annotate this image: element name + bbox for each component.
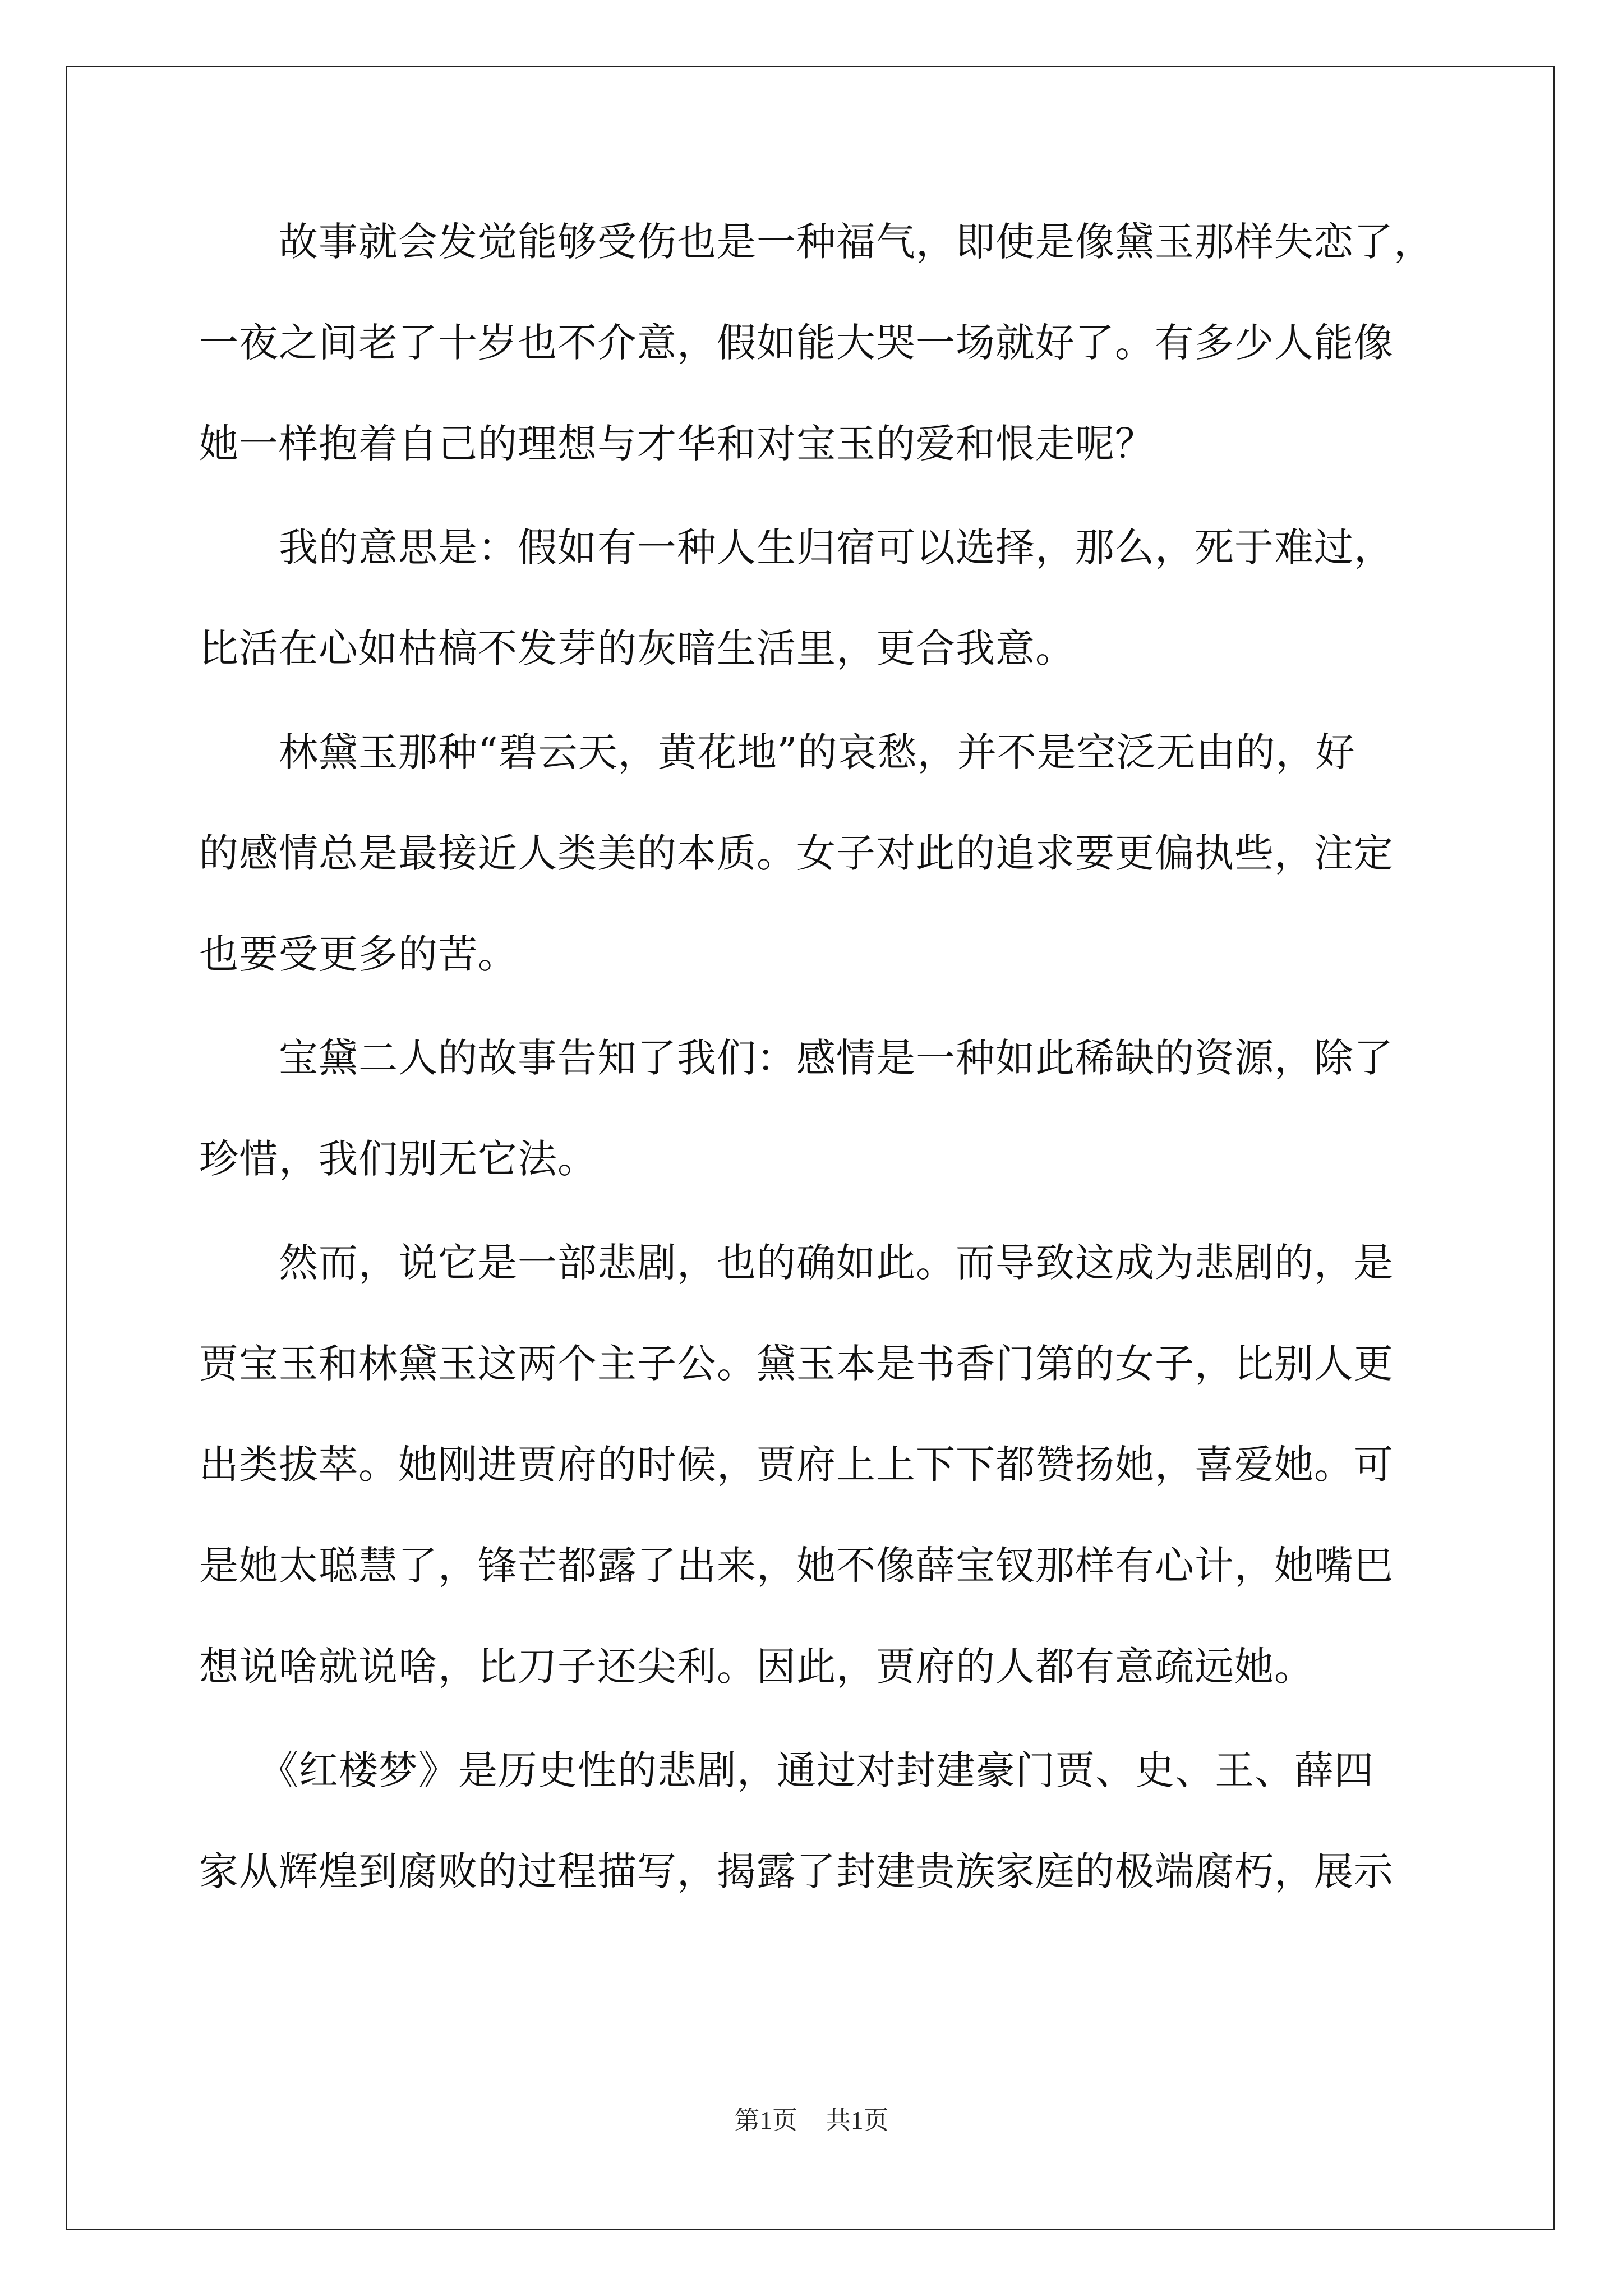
page-total: 共1页 xyxy=(826,2106,889,2134)
text-line: 想说啥就说啥，比刀子还尖利。因此，贾府的人都有意疏远她。 xyxy=(199,1644,1314,1690)
text-line: 家从辉煌到腐败的过程描写，揭露了封建贵族家庭的极端腐朽，展示 xyxy=(199,1848,1394,1894)
text-line: 比活在心如枯槁不发芽的灰暗生活里，更合我意。 xyxy=(199,625,1075,671)
text-line: 出类拔萃。她刚进贾府的时候，贾府上上下下都赞扬她，喜爱她。可 xyxy=(199,1442,1394,1488)
text-line: 然而，说它是一部悲剧，也的确如此。而导致这成为悲剧的，是 xyxy=(199,1240,1394,1286)
text-line: 珍惜，我们别无它法。 xyxy=(199,1136,597,1182)
text-line: 是她太聪慧了，锋芒都露了出来，她不像薛宝钗那样有心计，她嘴巴 xyxy=(199,1543,1394,1589)
page-footer xyxy=(0,2104,1623,2137)
text-line: 林黛玉那种“碧云天，黄花地”的哀愁，并不是空泛无由的，好 xyxy=(199,729,1355,775)
text-line: 一夜之间老了十岁也不介意，假如能大哭一场就好了。有多少人能像 xyxy=(199,320,1394,366)
page-number: 第1页 xyxy=(734,2106,797,2134)
text-line: 故事就会发觉能够受伤也是一种福气，即使是像黛玉那样失恋了， xyxy=(199,219,1433,265)
text-line: 贾宝玉和林黛玉这两个主子公。黛玉本是书香门第的女子，比别人更 xyxy=(199,1341,1394,1387)
text-line: 她一样抱着自己的理想与才华和对宝玉的爱和恨走呢？ xyxy=(199,421,1155,467)
text-line: 宝黛二人的故事告知了我们：感情是一种如此稀缺的资源，除了 xyxy=(199,1035,1394,1081)
text-line: 的感情总是最接近人类美的本质。女子对此的追求要更偏执些，注定 xyxy=(199,830,1394,876)
text-line: 《红楼梦》是历史性的悲剧，通过对封建豪门贾、史、王、薛四 xyxy=(199,1747,1374,1793)
text-line: 也要受更多的苦。 xyxy=(199,931,518,977)
text-line: 我的意思是：假如有一种人生归宿可以选择，那么，死于难过， xyxy=(199,524,1394,570)
